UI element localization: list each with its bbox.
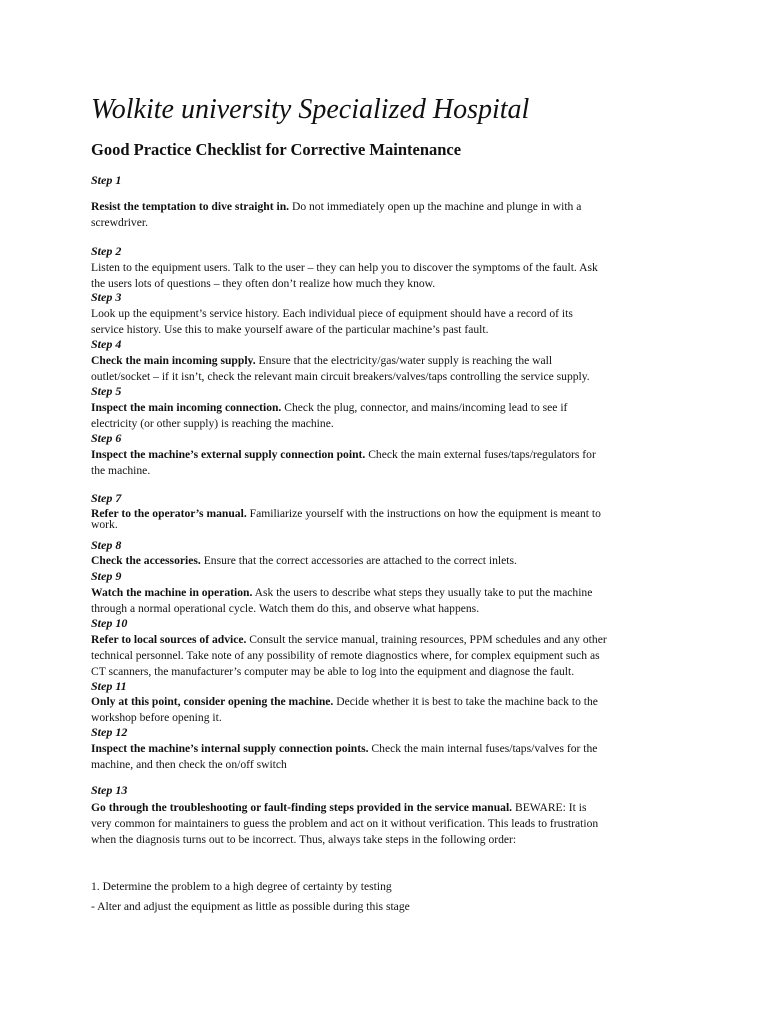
step-8-text — [91, 553, 691, 569]
step-4-lead: Check the main incoming supply. — [91, 354, 256, 367]
step-9-line1: Ask the users to describe what steps they usually take to put the machine — [252, 586, 593, 599]
step-2-line2: the users lots of questions – they often don’t realize how much they know. — [91, 276, 436, 290]
step-10-lead: Refer to local sources of advice. — [91, 633, 247, 646]
step-13-line2: very common for maintainers to guess the problem and act on it without verification. This leads to frustration — [91, 816, 599, 830]
step-5-line1: Check the plug, connector, and mains/incoming lead to see if — [281, 401, 568, 414]
step-9-line2: through a normal operational cycle. Watch them do this, and observe what happens. — [91, 601, 480, 615]
list-item-2: - Alter and adjust the equipment as little as possible during this stage — [91, 900, 410, 913]
step-9-text — [91, 585, 691, 617]
step-6-text — [91, 447, 691, 479]
step-3-label: Step 3 — [91, 290, 122, 304]
step-13-text — [91, 800, 691, 847]
list-item-1: 1. Determine the problem to a high degree of certainty by testing — [91, 880, 392, 893]
step-11-label: Step 11 — [91, 679, 127, 693]
step-13-line3: when the diagnosis turns out to be incorrect. Thus, always take steps in the following order: — [91, 832, 517, 846]
step-7-line2: work. — [91, 517, 118, 531]
step-9-lead: Watch the machine in operation. — [91, 586, 253, 599]
step-12-label: Step 12 — [91, 725, 128, 739]
step-11-line1: Decide whether it is best to take the machine back to the — [333, 695, 598, 708]
step-13-line1: BEWARE: It is — [512, 801, 587, 814]
step-11-text — [91, 694, 691, 726]
step-3-line2: service history. Use this to make yourself aware of the particular machine’s past fault. — [91, 322, 489, 336]
step-11-lead: Only at this point, consider opening the machine. — [91, 695, 334, 708]
step-1-text — [91, 199, 691, 231]
step-10-text — [91, 632, 691, 679]
step-6-label: Step 6 — [91, 431, 122, 445]
step-7-text — [91, 506, 691, 533]
step-1-lead: Resist the temptation to dive straight in. — [91, 200, 290, 213]
step-1-label: Step 1 — [91, 173, 122, 187]
step-5-text — [91, 400, 691, 432]
step-5-line2: electricity (or other supply) is reaching the machine. — [91, 416, 334, 430]
step-3-text — [91, 306, 691, 338]
step-4-label: Step 4 — [91, 337, 122, 351]
step-6-line2: the machine. — [91, 463, 151, 477]
step-10-line3: CT scanners, the manufacturer’s computer may be able to log into the equipment and diagnose the fault. — [91, 664, 575, 678]
step-13-label: Step 13 — [91, 783, 128, 797]
step-12-text — [91, 741, 691, 773]
step-2-label: Step 2 — [91, 244, 122, 258]
step-10-line2: technical personnel. Take note of any possibility of remote diagnostics where, for complex equipment such as — [91, 648, 600, 662]
step-6-lead: Inspect the machine’s external supply connection point. — [91, 448, 366, 461]
step-2-line1: Listen to the equipment users. Talk to the user – they can help you to discover the symptoms of the fault. Ask — [91, 261, 598, 274]
step-3-line1: Look up the equipment’s service history. Each individual piece of equipment should have a record of its — [91, 307, 573, 320]
step-12-lead: Inspect the machine’s internal supply connection points. — [91, 742, 369, 755]
step-1-line1: Do not immediately open up the machine and plunge in with a — [289, 200, 582, 213]
step-5-lead: Inspect the main incoming connection. — [91, 401, 282, 414]
step-4-text — [91, 353, 691, 385]
step-7-lead: Refer to the operator’s manual. — [91, 507, 247, 520]
step-12-line1: Check the main internal fuses/taps/valves for the — [368, 742, 598, 755]
step-6-line1: Check the main external fuses/taps/regulators for — [365, 448, 596, 461]
step-13-lead: Go through the troubleshooting or fault-finding steps provided in the service manual. — [91, 801, 513, 814]
step-12-line2: machine, and then check the on/off switch — [91, 757, 287, 771]
step-1-line2: screwdriver. — [91, 215, 148, 229]
step-5-label: Step 5 — [91, 384, 122, 398]
step-9-label: Step 9 — [91, 569, 122, 583]
step-8-lead: Check the accessories. — [91, 554, 201, 567]
step-7-line1: Familiarize yourself with the instructions on how the equipment is meant to — [246, 507, 601, 520]
step-2-text — [91, 260, 691, 292]
step-8-line1: Ensure that the correct accessories are attached to the correct inlets. — [200, 554, 517, 567]
step-8-label: Step 8 — [91, 538, 122, 552]
step-4-line1: Ensure that the electricity/gas/water supply is reaching the wall — [255, 354, 553, 367]
step-7-label: Step 7 — [91, 491, 122, 505]
page-title: Wolkite university Specialized Hospital — [91, 94, 530, 125]
step-4-line2: outlet/socket – if it isn’t, check the relevant main circuit breakers/valves/taps controlling the service supply. — [91, 369, 590, 383]
checklist-heading: Good Practice Checklist for Corrective Maintenance — [91, 140, 462, 159]
step-11-line2: workshop before opening it. — [91, 710, 222, 724]
step-10-line1: Consult the service manual, training resources, PPM schedules and any other — [246, 633, 607, 646]
step-10-label: Step 10 — [91, 616, 128, 630]
